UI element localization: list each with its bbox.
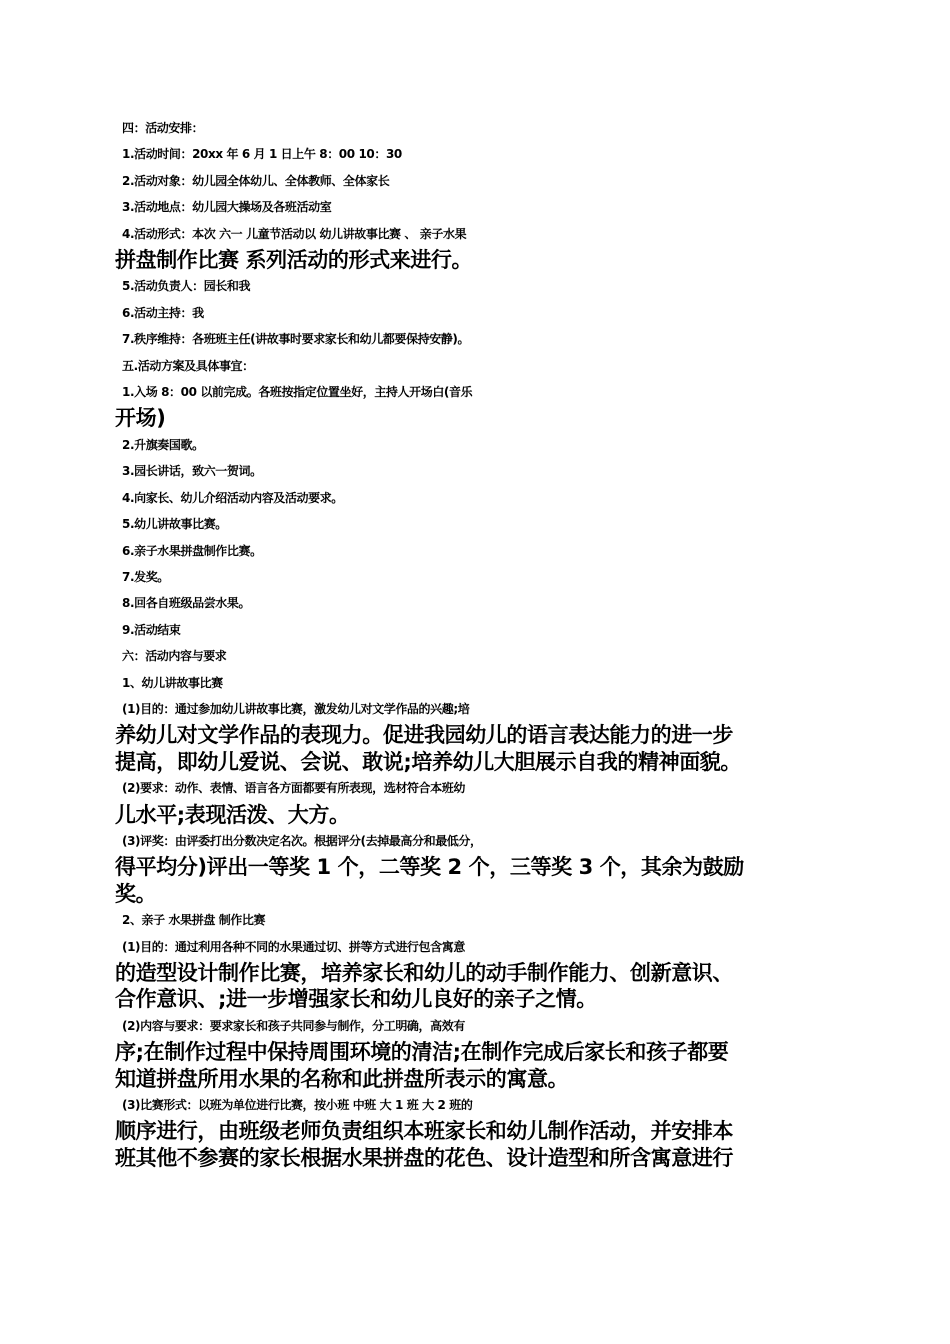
text-line: 合作意识、;进一步增强家长和幼儿良好的亲子之情。 <box>115 987 597 1012</box>
text-line: (2)要求：动作、表情、语言各方面都要有所表现，选材符合本班幼 <box>122 781 465 796</box>
text-line: 4.向家长、幼儿介绍活动内容及活动要求。 <box>122 490 343 505</box>
text-line: 5.活动负责人：园长和我 <box>122 279 251 294</box>
text-line: 4.活动形式：本次 六一 儿童节活动以 幼儿讲故事比赛 、 亲子水果 <box>122 226 467 241</box>
text-line: 六：活动内容与要求 <box>122 649 227 664</box>
text-line: 8.回各自班级品尝水果。 <box>122 596 251 611</box>
text-line: (3)比赛形式：以班为单位进行比赛，按小班 中班 大 1 班 大 2 班的 <box>122 1098 473 1113</box>
text-line: 得平均分)评出一等奖 1 个，二等奖 2 个，三等奖 3 个，其余为鼓励 <box>115 855 744 880</box>
document-page <box>115 115 845 1171</box>
text-line: 1、幼儿讲故事比赛 <box>122 675 223 690</box>
text-line: 的造型设计制作比赛，培养家长和幼儿的动手制作能力、创新意识、 <box>115 961 733 985</box>
text-line: 奖。 <box>115 881 157 906</box>
text-line: 四：活动安排： <box>122 121 204 135</box>
text-line: 3.园长讲话，致六一贺词。 <box>122 464 262 479</box>
text-line: (1)目的：通过利用各种不同的水果通过切、拼等方式进行包含寓意 <box>122 939 465 954</box>
text-line: 5.幼儿讲故事比赛。 <box>122 517 227 532</box>
text-line: 7.发奖。 <box>122 569 169 584</box>
text-line: 2.活动对象：幼儿园全体幼儿、全体教师、全体家长 <box>122 173 390 188</box>
text-line: 3.活动地点：幼儿园大操场及各班活动室 <box>122 200 332 215</box>
text-line: 9.活动结束 <box>122 622 181 637</box>
text-line: 6.亲子水果拼盘制作比赛。 <box>122 543 262 558</box>
text-line: 养幼儿对文学作品的表现力。促进我园幼儿的语言表达能力的进一步 <box>115 723 733 748</box>
text-line: 2、亲子 水果拼盘 制作比赛 <box>122 913 266 928</box>
text-line: 提高，即幼儿爱说、会说、敢说;培养幼儿大胆展示自我的精神面貌。 <box>115 749 741 774</box>
text-line: (3)评奖：由评委打出分数决定名次。根据评分(去掉最高分和最低分， <box>122 833 482 848</box>
text-line: 6.活动主持：我 <box>122 305 204 320</box>
text-line: 知道拼盘所用水果的名称和此拼盘所表示的寓意。 <box>115 1066 569 1091</box>
text-line: 开场) <box>115 406 166 431</box>
text-line: 班其他不参赛的家长根据水果拼盘的花色、设计造型和所含寓意进行 <box>115 1145 733 1170</box>
text-line: 1.活动时间：20xx 年 6 月 1 日上午 8：00 10：30 <box>122 147 402 162</box>
text-line: 1.入场 8：00 以前完成。各班按指定位置坐好，主持人开场白(音乐 <box>122 385 473 400</box>
text-line: (2)内容与要求：要求家长和孩子共同参与制作，分工明确，高效有 <box>122 1018 465 1033</box>
text-line: 序;在制作过程中保持周围环境的清洁;在制作完成后家长和孩子都要 <box>115 1040 729 1065</box>
text-line: 五.活动方案及具体事宜： <box>122 358 254 373</box>
text-line: 2.升旗奏国歌。 <box>122 437 204 452</box>
text-line: 儿水平;表现活泼、大方。 <box>115 802 350 827</box>
text-line: 拼盘制作比赛 系列活动的形式来进行。 <box>115 248 473 273</box>
text-line: 7.秩序维持：各班班主任(讲故事时要求家长和幼儿都要保持安静)。 <box>122 332 470 347</box>
text-line: 顺序进行，由班级老师负责组织本班家长和幼儿制作活动，并安排本 <box>115 1119 733 1144</box>
text-line: (1)目的：通过参加幼儿讲故事比赛，激发幼儿对文学作品的兴趣;培 <box>122 701 470 716</box>
